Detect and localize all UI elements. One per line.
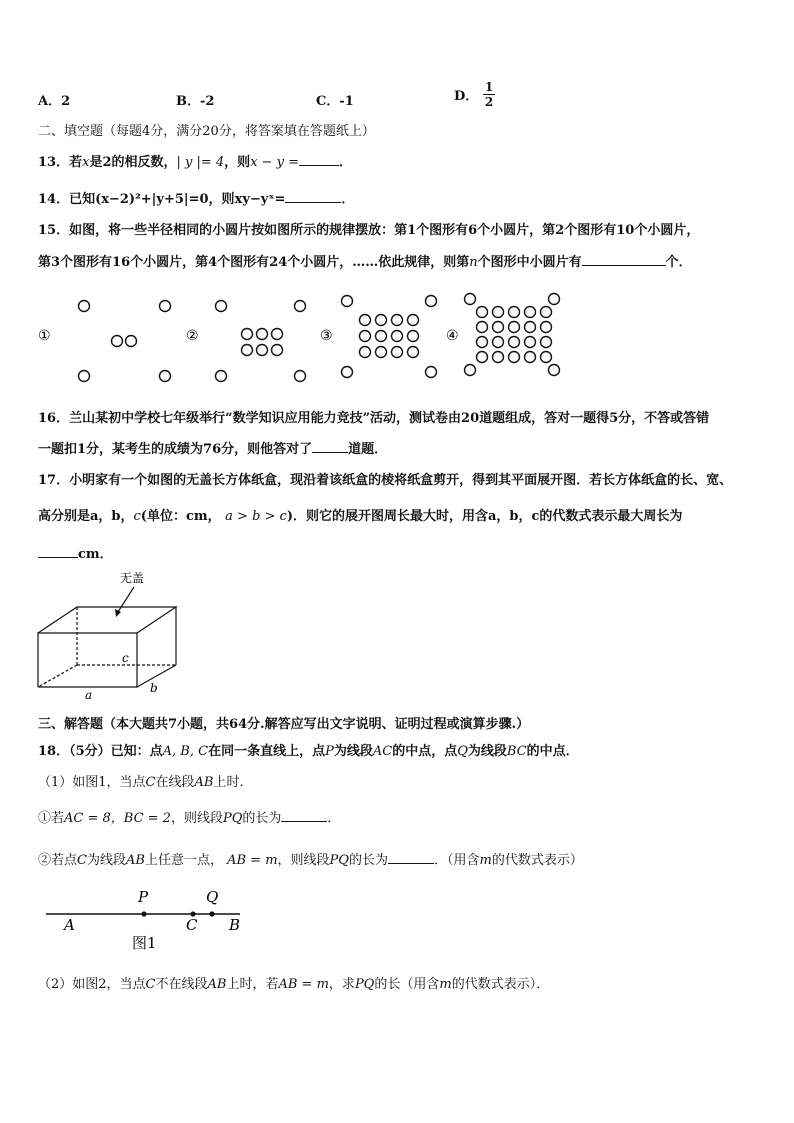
figure-caption: 图1 xyxy=(132,934,157,952)
arrow-head-icon xyxy=(115,609,121,617)
question-13: 13．若x是2的相反数，| y |= 4，则x − y = ． xyxy=(38,151,352,170)
edge-b-label: b xyxy=(150,681,158,695)
question-18-part1: （1）如图1，当点C在线段AB上时． xyxy=(38,775,253,790)
point-q xyxy=(209,911,214,916)
answer-blank[interactable] xyxy=(388,850,434,864)
figure-label-4: ④ xyxy=(446,328,459,344)
question-14: 14．已知(x−2)²+|y+5|=0，则xy−yˣ= ． xyxy=(38,188,354,207)
segment-figure-1 xyxy=(40,882,250,954)
label-q: Q xyxy=(206,888,219,906)
label-c: C xyxy=(186,916,198,934)
edge-a-label: a xyxy=(85,688,93,702)
figure-label-3: ③ xyxy=(320,328,333,344)
question-18-sub1: ①若AC = 8，BC = 2，则线段PQ的长为 ． xyxy=(38,807,340,826)
fraction-one-half: $\frac{1}{2}$ xyxy=(484,80,494,109)
answer-blank[interactable] xyxy=(281,808,327,822)
choice-c: C．-1 xyxy=(316,94,354,109)
section3-header: 三、解答题（本大题共7小题，共64分.解答应写出文字说明、证明过程或演算步骤.） xyxy=(38,717,530,732)
question-18-part2: （2）如图2，当点C不在线段AB上时，若AB = m，求PQ的长（用含m的代数式表示）． xyxy=(38,977,550,992)
label-p: P xyxy=(138,888,149,906)
question-16-line2: 一题扣1分，某考生的成绩为76分，则他答对了 道题． xyxy=(38,438,387,457)
answer-blank[interactable] xyxy=(38,544,78,558)
edge-c-label: c xyxy=(122,651,129,665)
box-label: 无盖 xyxy=(120,571,145,585)
question-17-line1: 17．小明家有一个如图的无盖长方体纸盒，现沿着该纸盒的棱将纸盒剪开，得到其平面展开图．若长方体纸盒的长、宽、 xyxy=(38,473,733,488)
answer-blank[interactable] xyxy=(299,152,339,166)
question-18-stem: 18．（5分）已知：点A, B, C在同一条直线上，点P为线段AC的中点，点Q为线段BC的中点． xyxy=(38,744,579,759)
section2-header: 二、填空题（每题4分，满分20分，将答案填在答题纸上） xyxy=(38,124,375,139)
answer-blank[interactable] xyxy=(312,439,348,453)
choice-a: A．2 xyxy=(38,94,71,109)
question-16-line1: 16．兰山某初中学校七年级举行“数学知识应用能力竞技”活动，测试卷由20道题组成，答对一题得5分，不答或答错 xyxy=(38,411,710,426)
question-17-line3: cm． xyxy=(38,543,113,562)
figure-label-2: ② xyxy=(186,328,199,344)
point-p xyxy=(141,911,146,916)
circle-pattern-figure xyxy=(30,288,570,388)
figure-label-1: ① xyxy=(38,328,51,344)
question-18-sub2: ②若点C为线段AB上任意一点， AB = m，则线段PQ的长为 ．（用含m的代数式表示） xyxy=(38,849,583,868)
question-15-line2: 第3个图形有16个小圆片，第4个图形有24个小圆片，……依此规律，则第n个图形中小圆片有 个． xyxy=(38,251,692,270)
answer-blank[interactable] xyxy=(285,189,341,203)
choice-b: B．-2 xyxy=(176,94,215,109)
question-15-line1: 15．如图，将一些半径相同的小圆片按如图所示的规律摆放：第1个图形有6个小圆片，第2个图形有10个小圆片， xyxy=(38,223,700,238)
choice-d: D． $\frac{1}{2}$ xyxy=(454,80,494,109)
label-b: B xyxy=(229,916,241,934)
label-a: A xyxy=(64,916,75,934)
answer-blank[interactable] xyxy=(582,252,666,266)
open-box-figure xyxy=(30,565,190,705)
question-17-line2: 高分别是a，b，c(单位：cm， a > b > c)．则它的展开图周长最大时，用含a，b，c的代数式表示最大周长为 xyxy=(38,509,683,524)
